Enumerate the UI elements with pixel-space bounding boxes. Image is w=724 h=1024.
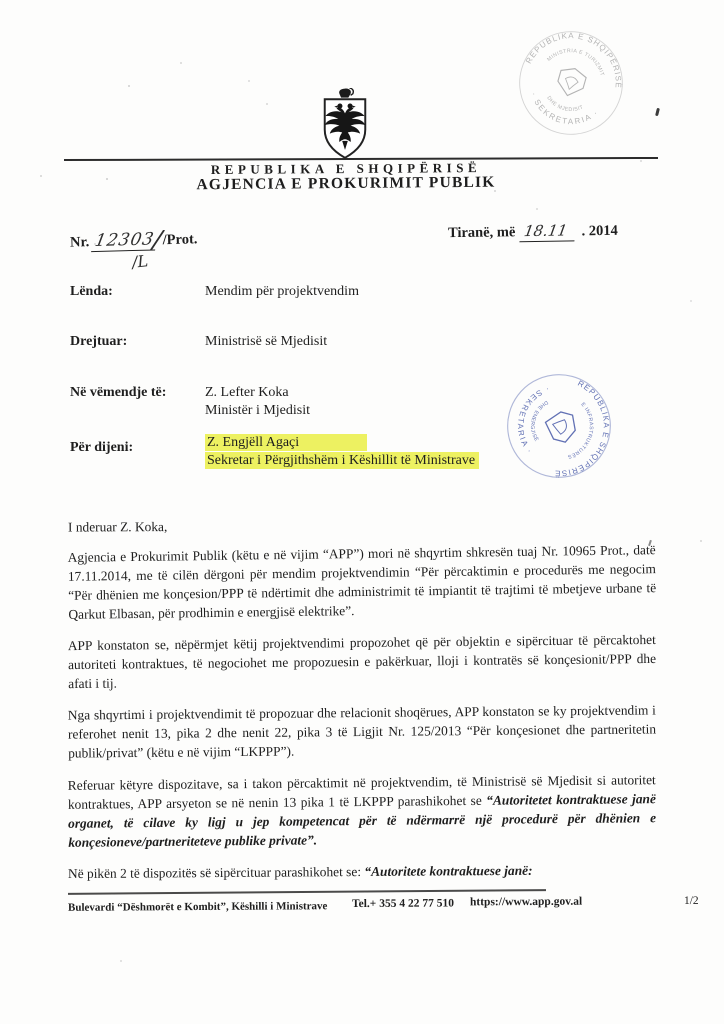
prot-label: /Prot. <box>162 231 198 249</box>
year-label: . 2014 <box>581 222 618 240</box>
cc-title-highlighted: Sekretar i Përgjithshëm i Këshillit të Ministrave <box>205 452 479 469</box>
handwritten-annotation: /L <box>131 251 149 272</box>
footer-telephone: Tel.+ 355 4 22 77 510 <box>351 897 454 911</box>
paragraph-5 <box>68 860 656 883</box>
stamp-ring-text: REPUBLIKA E SHQIPËRISË <box>524 31 623 90</box>
stamp-inner-text: E INFRASTRUKTURËS <box>566 401 594 460</box>
svg-text:E INFRASTRUKTURËS <box>565 401 600 464</box>
svg-text:REPUBLIKA E SHQIPËRISË <box>524 19 635 91</box>
field-label-per-dijeni: Për dijeni: <box>70 440 134 455</box>
scan-speckles <box>0 0 2 2</box>
stamp-emblem <box>542 409 579 444</box>
stamp-inner-bottom-text: DHE MJEDISIT <box>545 95 585 114</box>
letter-body <box>68 516 656 881</box>
slash-mark: / <box>151 224 164 256</box>
date-handwritten: 18.11 <box>519 221 577 242</box>
svg-text:DHE ENERGJISË <box>524 396 551 444</box>
field-label-drejtuar: Drejtuar: <box>70 334 128 349</box>
stamp-ring-text: REPUBLIKA E SHQIPËRISË <box>553 378 611 478</box>
registry-stamp-gray <box>502 14 641 153</box>
paragraph-5-text: Në pikën 2 të dispozitës së sipërcituar parashikohet se: <box>67 863 365 882</box>
paragraph-5-quote: “Autoritete kontraktuese janë: <box>364 862 533 879</box>
date-row <box>448 221 618 243</box>
footer-address: Bulevardi “Dëshmorët e Kombit”, Këshilli i Ministrave <box>67 900 328 914</box>
field-label-lenda: Lënda: <box>70 284 113 299</box>
city-label: Tiranë, më <box>447 224 516 242</box>
footer-divider <box>68 889 546 895</box>
ink-mark <box>655 108 660 116</box>
svg-text:· SEKRETARIA · <box>508 379 552 457</box>
footer <box>0 895 724 919</box>
stamp-emblem <box>555 65 588 99</box>
protocol-number-handwritten: 12303 <box>91 229 159 252</box>
field-value-drejtuar: Ministrisë së Mjedisit <box>205 334 328 349</box>
field-label-ne-vemendje: Në vëmendje të: <box>70 385 167 400</box>
svg-text:DHE MJEDISIT <box>543 94 586 118</box>
paragraph-4-text: Referuar këtyre dispozitave, sa i takon përcaktimit në projektvendim, të Ministrisë së Mjedisit si autoritet kontraktues, APP arsyeton se në nenin 13 pika 1 të LKPPP parashikohet se <box>67 772 656 812</box>
page-number: 1/2 <box>683 894 699 908</box>
attention-title: Ministër i Mjedisit <box>205 403 310 418</box>
nr-label: Nr. <box>69 234 90 251</box>
paragraph-4-quote: “Autoritetet kontraktuese janë organet, të cilave ky ligj u jep kompetencat për të ndërmarrë një procedurë për dhënien e konçesioneve/partneriteteve publike private”. <box>68 791 657 850</box>
stamp-ring-bottom-text: · SEKRETARIA · <box>515 384 551 457</box>
paragraph-3: Nga shqyrtimi i projektvendimit të propozuar dhe relacionit shoqërues, APP konstaton se ky projektvendim i referohet nenit 13, pika 2 dhe nenit 22, pika 3 të Ligjit Nr. 125/2013 “Për konçesionet dhe partneritetin publik/privat” (këtu e në vijim “LKPPP”). <box>67 702 657 761</box>
footer-website: https://www.app.gov.al <box>469 895 583 909</box>
stamp-ring-bottom-text: · SEKRETARIA · <box>529 91 601 127</box>
field-value-cc <box>205 434 479 470</box>
paragraph-4 <box>68 770 657 852</box>
field-value-attention <box>205 384 310 420</box>
svg-text:· SEKRETARIA · <box>523 89 601 135</box>
attention-name: Z. Lefter Koka <box>205 385 289 400</box>
stamp-inner-bottom-text: DHE ENERGJISË <box>528 398 549 443</box>
svg-text:REPUBLIKA E SHQIPËRISË <box>552 378 623 489</box>
paragraph-2: APP konstaton se, nëpërmjet këtij projektvendimi propozohet që për objektin e sipërcituar të përcaktohet autoriteti kontraktues, të negociohet me propozuesin e pakërkuar, lloji i kontratës së konçesionit/PPP dhe afati i tij. <box>67 631 657 692</box>
field-value-lenda: Mendim për projektvendim <box>205 284 359 299</box>
agency-title: AGJENCIA E PROKURIMIT PUBLIK <box>196 173 496 194</box>
stamp-inner-text: MINISTRIA E TURIZMIT <box>546 48 605 77</box>
salutation: I nderuar Z. Koka, <box>67 519 168 535</box>
paragraph-1: Agjencia e Prokurimit Publik (këtu e në vijim “APP”) mori në shqyrtim shkresën tuaj Nr. 10965 Prot., datë 17.11.2014, me të cilën dërgoni për mendim projektvendimin “Për përcaktimin e procedurës me negocim “Për dhënien me konçesion/PPP të ndërtimit dhe administrimit të impiantit të trajtimi të mbetjeve urbane të Qarkut Elbasan, për prodhimin e energjisë elektrike”. <box>67 542 657 622</box>
svg-text:MINISTRIA E TURIZMIT <box>545 41 610 79</box>
albania-coat-of-arms <box>316 88 374 164</box>
cc-name-highlighted: Z. Engjëll Agaçi <box>205 434 367 451</box>
republic-title: REPUBLIKA E SHQIPËRISË <box>210 160 482 177</box>
registry-stamp-blue <box>490 357 627 494</box>
